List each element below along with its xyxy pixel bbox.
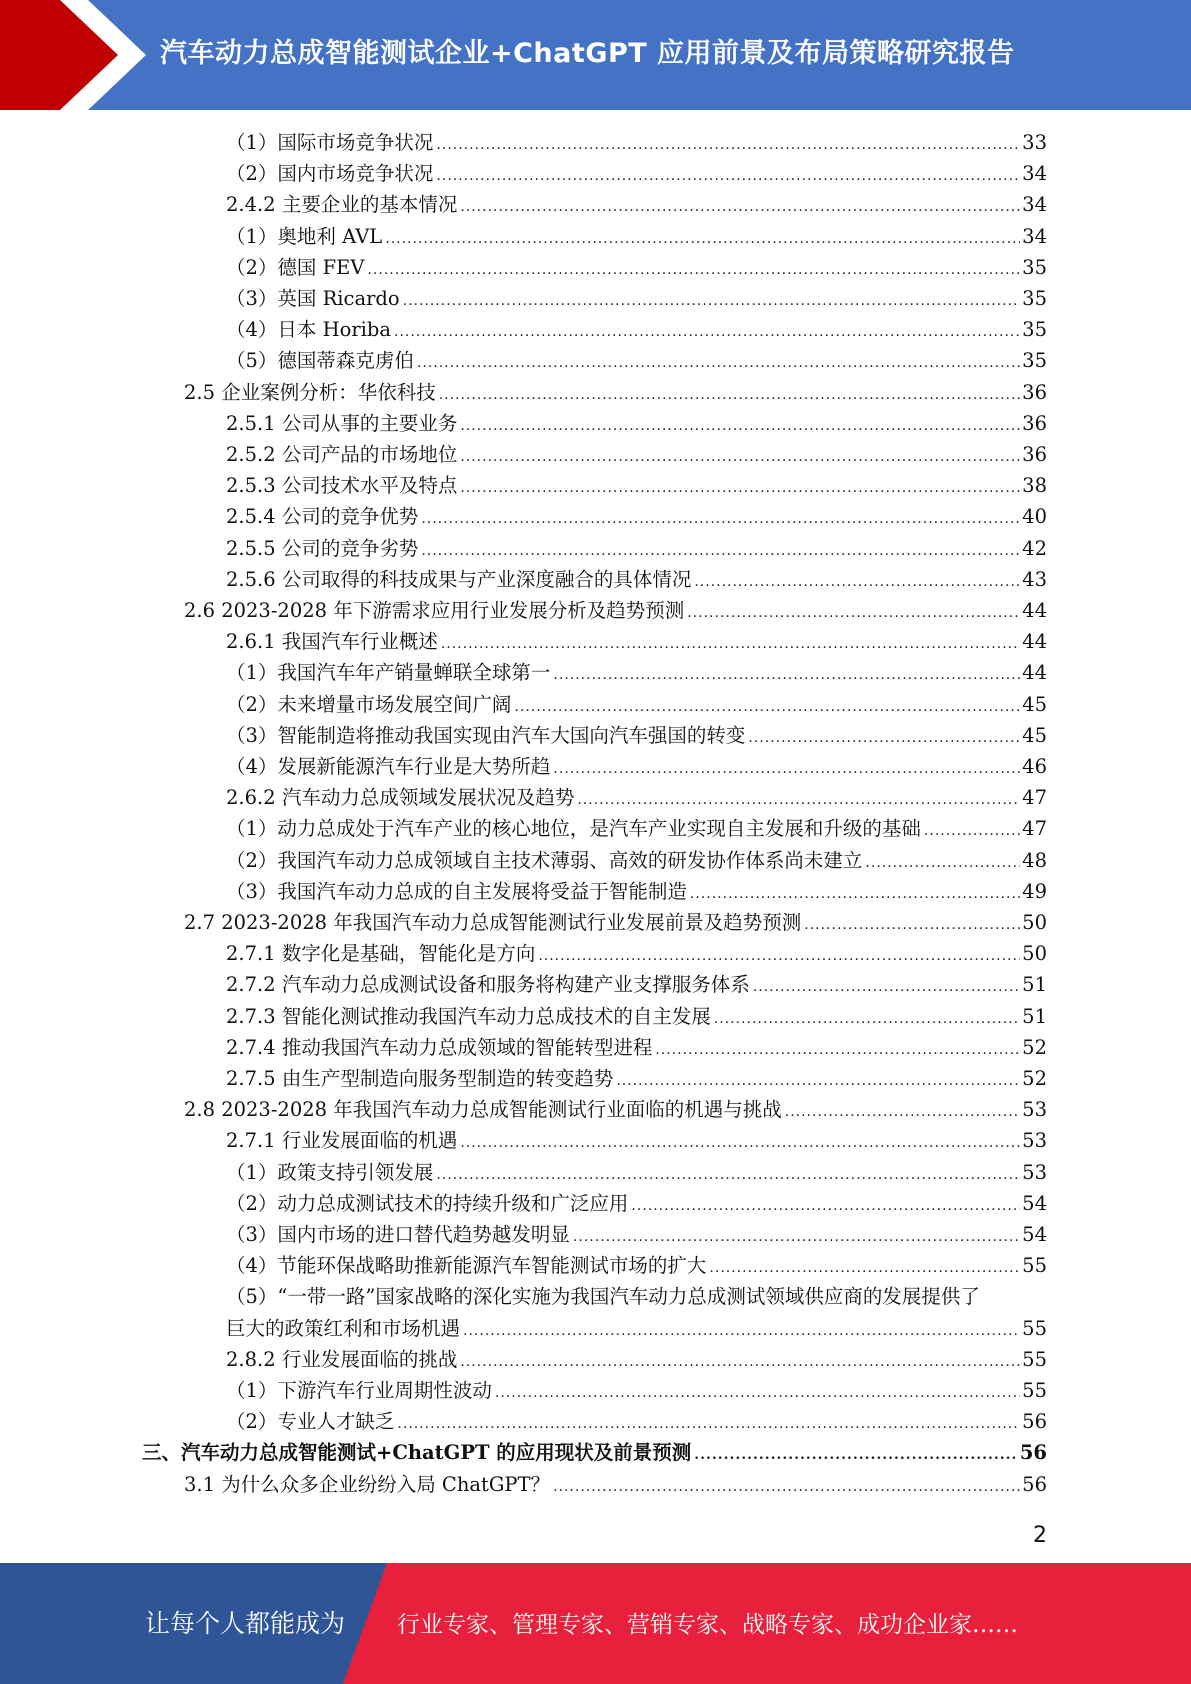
toc-entry[interactable] (226, 938, 1047, 969)
toc-entry-page: 48 (1022, 848, 1047, 872)
toc-entry-title: （1）下游汽车行业周期性波动 (226, 1379, 492, 1402)
toc-dot-leader (748, 723, 1020, 754)
toc-dot-leader (865, 848, 1020, 879)
toc-entry[interactable] (184, 377, 1047, 408)
toc-dot-leader (460, 473, 1020, 504)
toc-dot-leader (714, 1004, 1020, 1035)
toc-entry[interactable] (226, 1001, 1047, 1032)
toc-entry-page: 50 (1022, 942, 1047, 966)
toc-entry-title: （1）国际市场竞争状况 (226, 131, 434, 154)
toc-dot-leader (514, 692, 1020, 723)
toc-entry[interactable] (226, 1281, 1047, 1312)
toc-entry-title: （2）我国汽车动力总成领域自主技术薄弱、高效的研发协作体系尚未建立 (226, 848, 863, 872)
toc-entry-page: 52 (1022, 1035, 1047, 1059)
toc-entry-title: （4）节能环保战略助推新能源汽车智能测试市场的扩大 (226, 1254, 707, 1278)
toc-dot-leader (804, 910, 1020, 941)
toc-entry-title: （2）德国 FEV (226, 255, 365, 279)
toc-dot-leader (403, 286, 1021, 317)
toc-dot-leader (495, 1378, 1020, 1409)
toc-dot-leader (421, 536, 1020, 567)
toc-entry-page: 55 (1022, 1379, 1047, 1402)
toc-dot-leader (631, 1191, 1020, 1222)
toc-entry-title: 2.8 2023-2028 年我国汽车动力总成智能测试行业面临的机遇与挑战 (184, 1098, 782, 1122)
toc-dot-leader (577, 785, 1020, 816)
toc-entry[interactable] (226, 1157, 1047, 1188)
toc-entry-title: （2）专业人才缺乏 (226, 1410, 395, 1434)
toc-entry-title: 2.5.4 公司的竞争优势 (226, 505, 419, 529)
toc-entry-page: 50 (1022, 911, 1047, 934)
toc-entry-page: 49 (1022, 879, 1047, 903)
toc-entry-title: （2）未来增量市场发展空间广阔 (226, 692, 512, 716)
toc-entry-page: 56 (1022, 1472, 1047, 1496)
toc-entry-page: 33 (1022, 131, 1047, 154)
toc-entry[interactable] (226, 782, 1047, 813)
toc-entry-title: 2.5.5 公司的竞争劣势 (226, 536, 419, 560)
toc-entry-page: 34 (1022, 162, 1047, 186)
toc-entry-title: 2.7.1 行业发展面临的机遇 (226, 1129, 458, 1153)
toc-entry[interactable] (226, 470, 1047, 501)
toc-entry-title: 2.7.4 推动我国汽车动力总成领域的智能转型进程 (226, 1035, 653, 1059)
toc-entry[interactable] (226, 564, 1047, 595)
toc-entry[interactable] (226, 221, 1047, 252)
toc-entry-title: 2.5.3 公司技术水平及特点 (226, 474, 458, 498)
toc-entry-page: 36 (1022, 443, 1047, 466)
toc-dot-leader (553, 1472, 1020, 1503)
toc-entry-page: 35 (1022, 349, 1047, 373)
toc-entry-page: 47 (1022, 817, 1047, 841)
toc-entry-title: 2.4.2 主要企业的基本情况 (226, 193, 458, 217)
toc-dot-leader (553, 754, 1020, 785)
toc-dot-leader (616, 1066, 1020, 1097)
toc-entry-title: 2.5.6 公司取得的科技成果与产业深度融合的具体情况 (226, 567, 692, 591)
toc-entry-title: （2）动力总成测试技术的持续升级和广泛应用 (226, 1191, 629, 1215)
toc-entry[interactable] (226, 689, 1047, 720)
toc-entry-page: 35 (1022, 318, 1047, 342)
toc-entry-page: 40 (1022, 505, 1047, 529)
toc-dot-leader (394, 317, 1020, 348)
toc-entry-title: 2.8.2 行业发展面临的挑战 (226, 1347, 458, 1371)
toc-entry-title: （1）政策支持引领发展 (226, 1160, 434, 1184)
toc-entry-page: 44 (1022, 630, 1047, 654)
toc-entry-page: 51 (1022, 1004, 1047, 1028)
toc-entry-page: 55 (1022, 1347, 1047, 1371)
toc-entry[interactable] (226, 408, 1047, 439)
toc-dot-leader (538, 941, 1020, 972)
toc-entry-page: 45 (1022, 692, 1047, 716)
toc-entry-title: （4）日本 Horiba (226, 318, 392, 342)
toc-dot-leader (439, 380, 1020, 411)
toc-entry-page: 35 (1022, 287, 1047, 310)
toc-entry[interactable] (226, 283, 1047, 314)
toc-dot-leader (417, 348, 1020, 379)
toc-dot-leader (421, 504, 1020, 535)
toc-entry-title: （1）我国汽车年产销量蝉联全球第一 (226, 661, 551, 685)
toc-dot-leader (441, 629, 1020, 660)
toc-entry[interactable] (226, 720, 1047, 751)
toc-entry[interactable] (226, 189, 1047, 220)
toc-entry[interactable] (226, 626, 1047, 657)
toc-entry[interactable] (226, 813, 1047, 844)
toc-entry[interactable] (184, 1469, 1047, 1500)
toc-entry-title: 2.6 2023-2028 年下游需求应用行业发展分析及趋势预测 (184, 599, 685, 622)
toc-entry-title: （3）智能制造将推动我国实现由汽车大国向汽车强国的转变 (226, 723, 746, 747)
toc-entry-page: 55 (1022, 1316, 1047, 1340)
toc-entry-page: 44 (1022, 661, 1047, 685)
toc-entry-title: 2.5.2 公司产品的市场地位 (226, 443, 458, 466)
toc-dot-leader (367, 255, 1020, 286)
toc-entry-title: 2.7.2 汽车动力总成测试设备和服务将构建产业支撑服务体系 (226, 973, 750, 997)
toc-entry[interactable] (226, 1313, 1047, 1344)
toc-entry-title: 2.7.3 智能化测试推动我国汽车动力总成技术的自主发展 (226, 1004, 711, 1028)
toc-dot-leader (687, 598, 1020, 629)
toc-entry-page: 52 (1022, 1067, 1047, 1090)
toc-dot-leader (690, 879, 1020, 910)
toc-entry-page: 46 (1022, 755, 1047, 778)
toc-dot-leader (655, 1035, 1020, 1066)
toc-entry[interactable] (226, 252, 1047, 283)
toc-dot-leader (385, 224, 1020, 255)
toc-dot-leader (924, 816, 1020, 847)
toc-entry-title: 2.7.1 数字化是基础，智能化是方向 (226, 942, 536, 966)
page-header (0, 0, 1191, 110)
toc-entry[interactable] (226, 127, 1047, 158)
toc-dot-leader (460, 411, 1020, 442)
toc-entry-title: （3）英国 Ricardo (226, 287, 400, 310)
toc-entry[interactable] (226, 533, 1047, 564)
page-footer (0, 1563, 1191, 1684)
toc-entry-page: 54 (1022, 1223, 1047, 1246)
toc-entry-page: 55 (1022, 1254, 1047, 1278)
toc-entry-title: 2.6.1 我国汽车行业概述 (226, 630, 438, 654)
toc-entry-title: 巨大的政策红利和市场机遇 (226, 1316, 461, 1340)
toc-dot-leader (397, 1409, 1020, 1440)
toc-dot-leader (460, 1128, 1020, 1159)
toc-entry-page: 47 (1022, 786, 1047, 810)
toc-entry-title: （4）发展新能源汽车行业是大势所趋 (226, 755, 551, 778)
toc-entry[interactable] (226, 1375, 1047, 1406)
toc-entry-page: 34 (1022, 193, 1047, 217)
toc-entry-title: （5）“一带一路”国家战略的深化实施为我国汽车动力总成测试领域供应商的发展提供了 (226, 1285, 980, 1309)
toc-dot-leader (463, 1316, 1020, 1347)
toc-entry-title: 2.5.1 公司从事的主要业务 (226, 411, 458, 435)
report-title: 汽车动力总成智能测试企业+ChatGPT 应用前景及布局策略研究报告 (160, 38, 1015, 69)
toc-entry-title: 2.7 2023-2028 年我国汽车动力总成智能测试行业发展前景及趋势预测 (184, 911, 802, 934)
toc-entry[interactable] (226, 345, 1047, 376)
toc-dot-leader (436, 161, 1020, 192)
toc-entry-page: 53 (1022, 1098, 1047, 1122)
toc-entry[interactable] (184, 907, 1047, 938)
toc-entry-page: 45 (1022, 723, 1047, 747)
toc-entry-page: 53 (1022, 1129, 1047, 1153)
toc-dot-leader (694, 1440, 1018, 1471)
toc-entry[interactable] (184, 1094, 1047, 1125)
toc-entry[interactable] (226, 1219, 1047, 1250)
toc-entry[interactable] (142, 1437, 1047, 1468)
toc-entry-title: （3）我国汽车动力总成的自主发展将受益于智能制造 (226, 879, 687, 903)
toc-entry-page: 36 (1022, 411, 1047, 435)
toc-entry[interactable] (226, 314, 1047, 345)
toc-entry-title: （3）国内市场的进口替代趋势越发明显 (226, 1223, 570, 1246)
toc-entry-page: 42 (1022, 536, 1047, 560)
toc-entry-title: （5）德国蒂森克虏伯 (226, 349, 414, 373)
toc-dot-leader (460, 442, 1020, 473)
toc-entry[interactable] (226, 969, 1047, 1000)
toc-entry-title: 2.7.5 由生产型制造向服务型制造的转变趋势 (226, 1067, 614, 1090)
toc-entry[interactable] (226, 158, 1047, 189)
toc-dot-leader (694, 567, 1020, 598)
toc-entry-page: 34 (1022, 224, 1047, 248)
toc-entry-page: 53 (1022, 1160, 1047, 1184)
toc-entry[interactable] (226, 1063, 1047, 1094)
toc-entry[interactable] (184, 595, 1047, 626)
toc-entry-page: 44 (1022, 599, 1047, 622)
toc-dot-leader (460, 1347, 1020, 1378)
toc-entry-page: 43 (1022, 567, 1047, 591)
toc-entry-page: 54 (1022, 1191, 1047, 1215)
toc-entry[interactable] (226, 751, 1047, 782)
toc-entry-title: 2.6.2 汽车动力总成领域发展状况及趋势 (226, 786, 575, 810)
toc-dot-leader (753, 972, 1020, 1003)
footer-slogan-left: 让每个人都能成为 (145, 1609, 346, 1638)
page-number: 2 (1033, 1523, 1047, 1548)
toc-entry-page: 56 (1022, 1410, 1047, 1434)
toc-entry-page: 51 (1022, 973, 1047, 997)
toc-entry[interactable] (226, 501, 1047, 532)
toc-entry-title: 3.1 为什么众多企业纷纷入局 ChatGPT？ (184, 1472, 551, 1496)
toc-entry[interactable] (226, 845, 1047, 876)
toc-entry-title: 2.5 企业案例分析：华依科技 (184, 380, 436, 404)
toc-entry-page: 56 (1019, 1441, 1047, 1465)
toc-entry-page: 36 (1022, 380, 1047, 404)
toc-dot-leader (436, 1160, 1020, 1191)
toc-entry[interactable] (226, 439, 1047, 470)
toc-dot-leader (553, 660, 1020, 691)
toc-dot-leader (785, 1097, 1020, 1128)
toc-entry[interactable] (226, 1125, 1047, 1156)
toc-entry[interactable] (226, 876, 1047, 907)
toc-entry[interactable] (226, 1406, 1047, 1437)
toc-entry[interactable] (226, 657, 1047, 688)
toc-entry[interactable] (226, 1344, 1047, 1375)
toc-dot-leader (573, 1222, 1020, 1253)
toc-entry[interactable] (226, 1250, 1047, 1281)
toc-entry[interactable] (226, 1188, 1047, 1219)
toc-dot-leader (460, 192, 1020, 223)
toc-entry-title: （1）奥地利 AVL (226, 224, 383, 248)
toc-entry-title: 三、汽车动力总成智能测试+ChatGPT 的应用现状及前景预测 (142, 1441, 692, 1465)
toc-entry-page: 35 (1022, 255, 1047, 279)
toc-entry[interactable] (226, 1032, 1047, 1063)
toc-dot-leader (436, 130, 1020, 161)
toc-entry-title: （1）动力总成处于汽车产业的核心地位，是汽车产业实现自主发展和升级的基础 (226, 817, 921, 841)
toc-entry-page: 38 (1022, 474, 1047, 498)
toc-dot-leader (709, 1253, 1020, 1284)
toc-entry-title: （2）国内市场竞争状况 (226, 162, 434, 186)
footer-slogan-right: 行业专家、管理专家、营销专家、战略专家、成功企业家…… (397, 1612, 1018, 1638)
